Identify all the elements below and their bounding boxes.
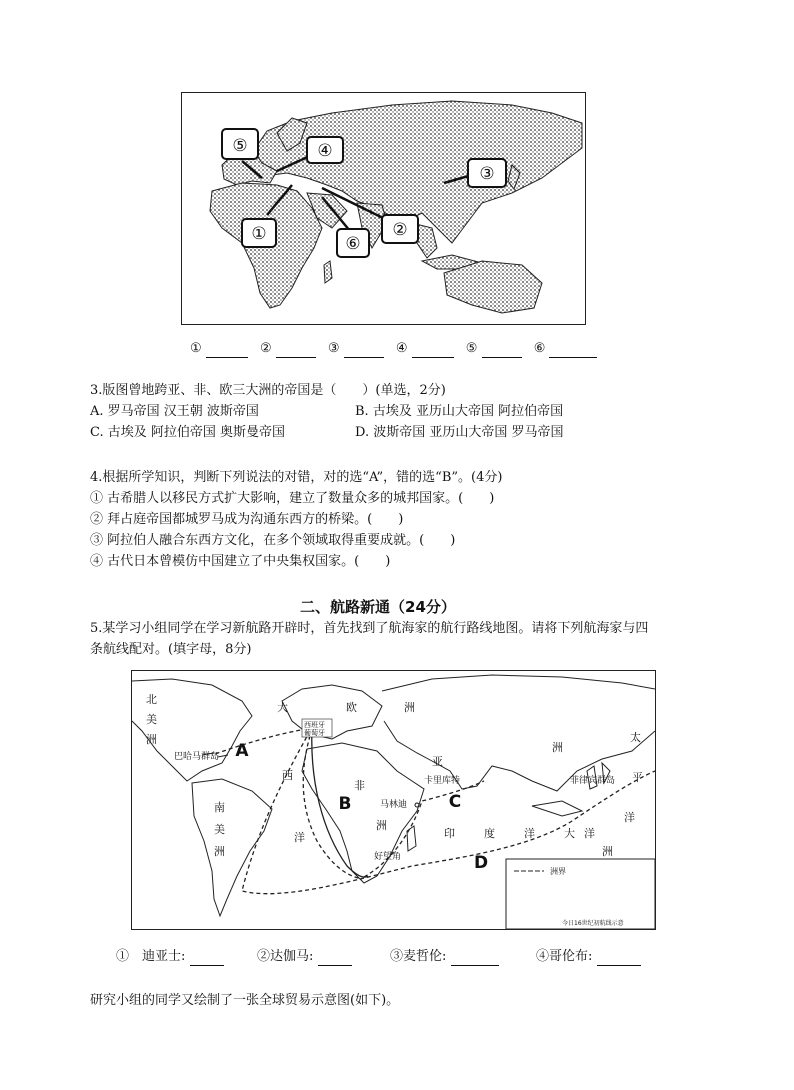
q3-option-d[interactable]: D. 波斯帝国 亚历山大帝国 罗马帝国 (355, 425, 564, 440)
label-atlantic-3: 洋 (294, 831, 305, 844)
route-letter-a: A (235, 741, 249, 761)
label-africa-2: 洲 (376, 819, 387, 832)
answer-blank-1[interactable] (206, 343, 248, 358)
q5-answer-4 (536, 948, 641, 966)
q5-answer-blank-2[interactable] (318, 951, 352, 966)
label-north-america-2: 美 (146, 713, 157, 726)
asia-outline (382, 675, 655, 791)
q5-answer-label-4: ④哥伦布: (536, 949, 593, 964)
q5-answer-2 (257, 948, 352, 966)
map1-marker-1: ① (251, 224, 267, 244)
place-calicut: 卡里库特 (424, 776, 461, 786)
legend-text: 洲界 (550, 867, 566, 876)
route-letter-b: B (338, 794, 352, 814)
map-note: 今日16世纪初航线示意 (562, 920, 624, 927)
q3-option-c[interactable]: C. 古埃及 阿拉伯帝国 奥斯曼帝国 (90, 425, 286, 440)
label-oceania-1: 大 (564, 827, 575, 840)
answer-label-4: ④ (395, 341, 408, 356)
q3-option-a[interactable]: A. 罗马帝国 汉王朝 波斯帝国 (90, 404, 259, 419)
eurasia-africa-map-drawing (182, 93, 585, 324)
q5-stem-line2: 条航线配对。(填字母，8分) (90, 642, 252, 657)
label-indian-ocean-2: 度 (484, 827, 495, 840)
q5-answer-blank-4[interactable] (597, 951, 641, 966)
q4-item-1[interactable]: ① 古希腊人以移民方式扩大影响，建立了数量众多的城邦国家。( ) (90, 491, 495, 506)
q5-answer-blank-3[interactable] (451, 951, 499, 966)
place-portugal: 葡萄牙 (304, 729, 325, 737)
madagascar-outline (407, 826, 416, 851)
answer-label-5: ⑤ (465, 341, 478, 356)
label-africa-1: 非 (354, 779, 365, 792)
q5-answer-label-2: ②达伽马: (257, 949, 314, 964)
label-atlantic-1: 大 (277, 701, 288, 714)
label-south-america-3: 洲 (214, 845, 225, 858)
answer-blank-2[interactable] (276, 343, 316, 358)
label-pacific-2: 平 (632, 771, 643, 784)
route-letter-d: D (473, 853, 489, 873)
answer-blank-5[interactable] (482, 343, 522, 358)
answer-blank-6[interactable] (549, 343, 597, 358)
eurasia-africa-map (181, 92, 586, 325)
map1-marker-5: ⑤ (232, 136, 248, 156)
q5-answer-label-1: ① 迪亚士: (116, 949, 186, 964)
map-legend-box (506, 859, 655, 929)
map1-marker-6: ⑥ (345, 234, 361, 254)
q4-item-4[interactable]: ④ 古代日本曾模仿中国建立了中央集权国家。( ) (90, 554, 391, 569)
label-indian-ocean-3: 洋 (524, 827, 535, 840)
label-north-america-1: 北 (146, 693, 157, 706)
answer-label-1: ① (190, 341, 202, 356)
answer-label-2: ② (259, 341, 272, 356)
place-spain: 西班牙 (304, 721, 325, 729)
south-america-outline (192, 779, 272, 916)
voyage-routes-map-drawing (132, 671, 655, 929)
label-south-america-2: 美 (214, 823, 225, 836)
q3-stem: 3.版图曾地跨亚、非、欧三大洲的帝国是（ ）(单选，2分) (90, 383, 446, 398)
section-title: 二、航路新通（24分） (300, 598, 456, 616)
q4-item-2[interactable]: ② 拜占庭帝国都城罗马成为沟通东西方的桥梁。( ) (90, 512, 404, 527)
trailing-text: 研究小组的同学又绘制了一张全球贸易示意图(如下)。 (90, 993, 400, 1008)
australia-landmass (444, 261, 542, 313)
q5-answer-1 (116, 948, 224, 966)
label-oceania-2: 洋 (584, 827, 595, 840)
route-a-line (212, 729, 307, 755)
voyage-routes-map (131, 670, 656, 930)
southeast-asia-islands (532, 763, 610, 816)
madagascar-landmass (324, 261, 332, 283)
label-pacific-3: 洋 (624, 811, 635, 824)
answer-label-3: ③ (327, 341, 340, 356)
map1-answer-row (190, 340, 597, 358)
q5-answer-3 (390, 948, 499, 966)
label-europe-1: 欧 (346, 701, 357, 714)
q5-answer-label-3: ③麦哲伦: (390, 949, 447, 964)
label-europe-2: 洲 (404, 701, 415, 714)
q4-item-3[interactable]: ③ 阿拉伯人融合东西方文化，在多个领域取得重要成就。( ) (90, 533, 456, 548)
q5-answer-blank-1[interactable] (190, 951, 224, 966)
label-asia-1: 亚 (432, 755, 443, 768)
map1-marker-4: ④ (317, 141, 333, 161)
label-pacific-1: 太 (630, 731, 641, 744)
label-atlantic-2: 西 (282, 769, 293, 782)
q5-stem-line1: 5.某学习小组同学在学习新航路开辟时，首先找到了航海家的航行路线地图。请将下列航海家与四 (90, 621, 649, 636)
answer-label-6: ⑥ (533, 341, 546, 356)
place-cape: 好望角 (374, 852, 402, 862)
map1-marker-3: ③ (479, 164, 495, 184)
q4-stem: 4.根据所学知识，判断下列说法的对错，对的选“A”，错的选“B”。(4分) (90, 470, 503, 485)
answer-blank-3[interactable] (344, 343, 384, 358)
place-bahamas: 巴哈马群岛 (174, 752, 220, 762)
place-philippines: 菲律宾群岛 (570, 776, 616, 786)
africa-outline (302, 743, 424, 883)
q3-option-b[interactable]: B. 古埃及 亚历山大帝国 阿拉伯帝国 (355, 404, 564, 419)
label-asia-2: 洲 (552, 741, 563, 754)
label-oceania-3: 洲 (602, 845, 613, 858)
place-malindi: 马林迪 (380, 800, 408, 810)
map1-marker-2: ② (392, 220, 408, 240)
label-indian-ocean-1: 印 (444, 827, 455, 840)
answer-blank-4[interactable] (412, 343, 454, 358)
route-letter-c: C (448, 792, 462, 812)
label-north-america-3: 洲 (146, 733, 157, 746)
label-south-america-1: 南 (214, 801, 225, 814)
